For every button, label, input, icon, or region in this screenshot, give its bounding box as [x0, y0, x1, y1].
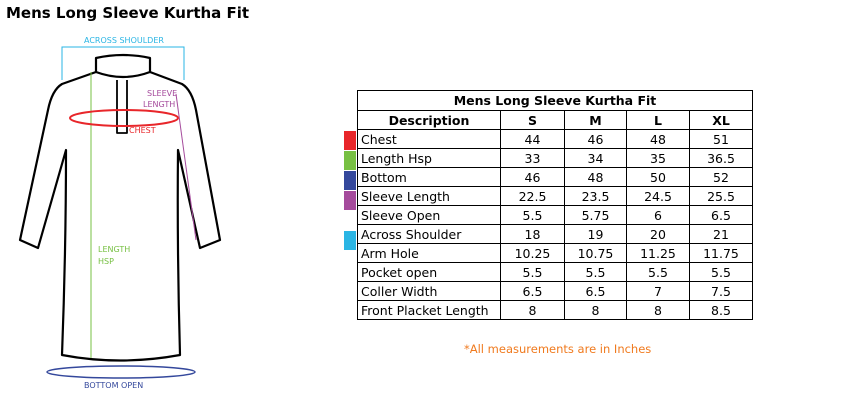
row-description: Chest [358, 130, 501, 149]
kurtha-diagram [0, 0, 345, 400]
header-l: L [627, 111, 690, 130]
cell-l: 50 [627, 168, 690, 187]
bottom-open-ellipse [47, 366, 195, 378]
row-description: Front Placket Length [358, 301, 501, 320]
table-row [358, 149, 753, 168]
cell-xl: 6.5 [690, 206, 753, 225]
cell-m: 5.5 [565, 263, 627, 282]
row-description: Length Hsp [358, 149, 501, 168]
header-m: M [565, 111, 627, 130]
table-row [358, 244, 753, 263]
across-shoulder-line [62, 47, 184, 80]
cell-l: 7 [627, 282, 690, 301]
cell-s: 18 [501, 225, 565, 244]
chest-label: CHEST [129, 126, 156, 135]
cell-xl: 7.5 [690, 282, 753, 301]
across-shoulder-label: ACROSS SHOULDER [84, 36, 164, 45]
header-description: Description [358, 111, 501, 130]
table-row [358, 168, 753, 187]
cell-l: 48 [627, 130, 690, 149]
row-description: Sleeve Open [358, 206, 501, 225]
row-description: Coller Width [358, 282, 501, 301]
cell-s: 33 [501, 149, 565, 168]
sleeve-length-label-line1: SLEEVE [147, 89, 178, 98]
cell-l: 11.25 [627, 244, 690, 263]
cell-xl: 51 [690, 130, 753, 149]
cell-m: 10.75 [565, 244, 627, 263]
cell-m: 34 [565, 149, 627, 168]
cell-xl: 25.5 [690, 187, 753, 206]
size-chart-table [357, 90, 753, 320]
chest-color-marker [344, 131, 356, 150]
table-row [358, 130, 753, 149]
table-row [358, 225, 753, 244]
cell-xl: 36.5 [690, 149, 753, 168]
cell-xl: 8.5 [690, 301, 753, 320]
table-title: Mens Long Sleeve Kurtha Fit [358, 91, 753, 111]
kurtha-outline [20, 55, 220, 361]
table-row [358, 206, 753, 225]
table-row [358, 187, 753, 206]
sleeve-length-color-marker [344, 191, 356, 210]
cell-s: 5.5 [501, 206, 565, 225]
cell-xl: 5.5 [690, 263, 753, 282]
cell-s: 22.5 [501, 187, 565, 206]
table-header-row [358, 111, 753, 130]
row-description: Pocket open [358, 263, 501, 282]
length-hsp-color-marker [344, 151, 356, 170]
chest-ellipse [70, 110, 178, 126]
cell-l: 20 [627, 225, 690, 244]
cell-l: 24.5 [627, 187, 690, 206]
cell-l: 35 [627, 149, 690, 168]
cell-s: 6.5 [501, 282, 565, 301]
cell-m: 19 [565, 225, 627, 244]
cell-m: 5.75 [565, 206, 627, 225]
header-s: S [501, 111, 565, 130]
cell-s: 10.25 [501, 244, 565, 263]
row-description: Arm Hole [358, 244, 501, 263]
row-description: Bottom [358, 168, 501, 187]
page-title: Mens Long Sleeve Kurtha Fit [6, 4, 250, 22]
cell-l: 6 [627, 206, 690, 225]
row-description: Across Shoulder [358, 225, 501, 244]
table-row [358, 263, 753, 282]
table-row [358, 301, 753, 320]
header-xl: XL [690, 111, 753, 130]
cell-m: 46 [565, 130, 627, 149]
table-row [358, 282, 753, 301]
cell-s: 46 [501, 168, 565, 187]
length-hsp-label-line1: LENGTH [98, 245, 131, 254]
cell-m: 23.5 [565, 187, 627, 206]
bottom-open-label: BOTTOM OPEN [84, 381, 144, 390]
cell-xl: 11.75 [690, 244, 753, 263]
cell-m: 8 [565, 301, 627, 320]
sleeve-length-label-line2: LENGTH [143, 100, 176, 109]
length-hsp-label-line2: HSP [98, 257, 114, 266]
cell-s: 44 [501, 130, 565, 149]
measurement-footnote: *All measurements are in Inches [464, 342, 652, 356]
sleeve-length-line [176, 94, 196, 240]
cell-l: 5.5 [627, 263, 690, 282]
row-description: Sleeve Length [358, 187, 501, 206]
cell-m: 48 [565, 168, 627, 187]
cell-l: 8 [627, 301, 690, 320]
across-shoulder-color-marker [344, 231, 356, 250]
cell-xl: 52 [690, 168, 753, 187]
cell-xl: 21 [690, 225, 753, 244]
bottom-color-marker [344, 171, 356, 190]
cell-s: 5.5 [501, 263, 565, 282]
cell-m: 6.5 [565, 282, 627, 301]
cell-s: 8 [501, 301, 565, 320]
